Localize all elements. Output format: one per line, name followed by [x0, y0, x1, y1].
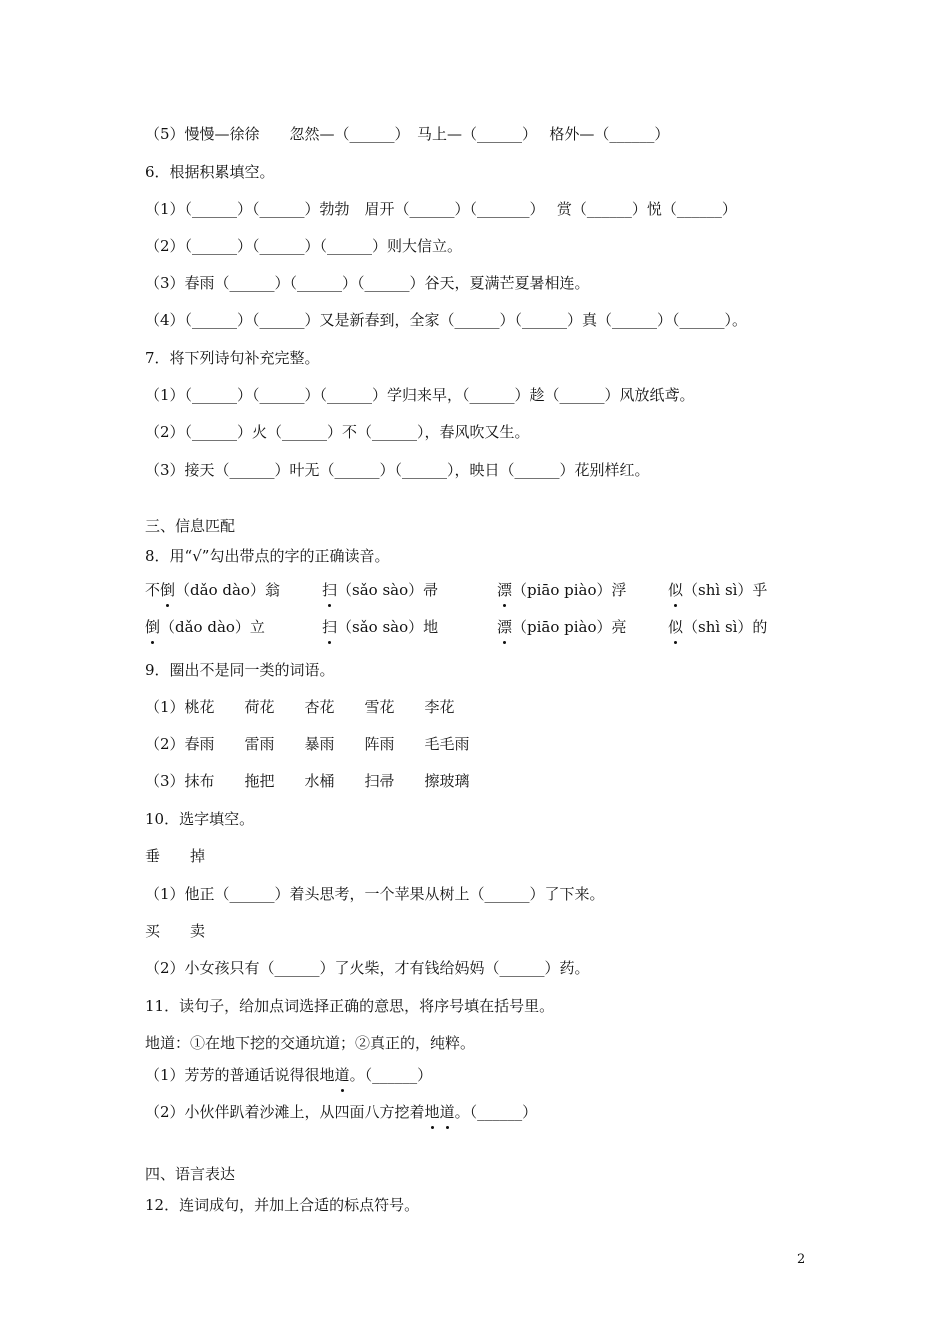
q8-r1-item1: 不倒（dǎo dào）翁 — [145, 581, 280, 599]
q11-sentence1: （1）芳芳的普通话说得很地道。（______） — [145, 1066, 433, 1084]
q10-pair2: 买 卖 — [145, 922, 206, 940]
q6-line2: （2）（______）（______）（______）则大信立。 — [145, 237, 463, 255]
page-number: 2 — [797, 1252, 806, 1267]
q8-r2-item1: 倒（dǎo dào）立 — [145, 618, 265, 636]
q10-sentence1: （1）他正（______）着头思考，一个苹果从树上（______）了下来。 — [145, 885, 605, 903]
q10-sentence2: （2）小女孩只有（______）了火柴，才有钱给妈妈（______）药。 — [145, 959, 590, 977]
q6-title: 6．根据积累填空。 — [145, 163, 275, 181]
q6-line1: （1）（______）（______）勃勃 眉开（______）（_______） 赏（______）悦（______） — [145, 200, 737, 218]
section3-title: 三、信息匹配 — [145, 517, 236, 535]
q8-title: 8．用“√”勾出带点的字的正确读音。 — [145, 547, 390, 565]
q11-sentence2: （2）小伙伴趴着沙滩上，从四面八方挖着地道。（______） — [145, 1103, 538, 1121]
q8-r2-item3: 漂（piāo piào）亮 — [497, 618, 627, 636]
q8-r1-item3: 漂（piāo piào）浮 — [497, 581, 627, 599]
section4-title: 四、语言表达 — [145, 1165, 236, 1183]
q7-line1: （1）（______）（______）（______）学归来早，（______）趁（______）风放纸鸢。 — [145, 386, 695, 404]
q9-line3: （3）抹布 拖把 水桶 扫帚 擦玻璃 — [145, 772, 470, 790]
q5-line5: （5）慢慢—徐徐 忽然—（______） 马上—（______） 格外—（______） — [145, 125, 670, 143]
q11-definition: 地道：①在地下挖的交通坑道；②真正的，纯粹。 — [145, 1034, 476, 1052]
q10-pair1: 垂 掉 — [145, 847, 206, 865]
q10-title: 10．选字填空。 — [145, 810, 255, 828]
q11-title: 11．读句子，给加点词选择正确的意思，将序号填在括号里。 — [145, 997, 555, 1015]
q7-line3: （3）接天（______）叶无（______）（______），映日（______）花别样红。 — [145, 461, 650, 479]
q9-title: 9．圈出不是同一类的词语。 — [145, 661, 335, 679]
q7-title: 7．将下列诗句补充完整。 — [145, 349, 320, 367]
q8-r1-item2: 扫（sǎo sào）帚 — [322, 581, 439, 599]
q8-r2-item4: 似（shì sì）的 — [668, 618, 768, 636]
q7-line2: （2）（______）火（______）不（______），春风吹又生。 — [145, 423, 530, 441]
q6-line4: （4）（______）（______）又是新春到，全家（______）（______）真（______）（______）。 — [145, 311, 748, 329]
q9-line2: （2）春雨 雷雨 暴雨 阵雨 毛毛雨 — [145, 735, 470, 753]
q6-line3: （3）春雨（______）（______）（______）谷天，夏满芒夏暑相连。 — [145, 274, 590, 292]
q9-line1: （1）桃花 荷花 杏花 雪花 李花 — [145, 698, 455, 716]
q12-title: 12．连词成句，并加上合适的标点符号。 — [145, 1196, 420, 1214]
q8-r1-item4: 似（shì sì）乎 — [668, 581, 768, 599]
q8-r2-item2: 扫（sǎo sào）地 — [322, 618, 439, 636]
